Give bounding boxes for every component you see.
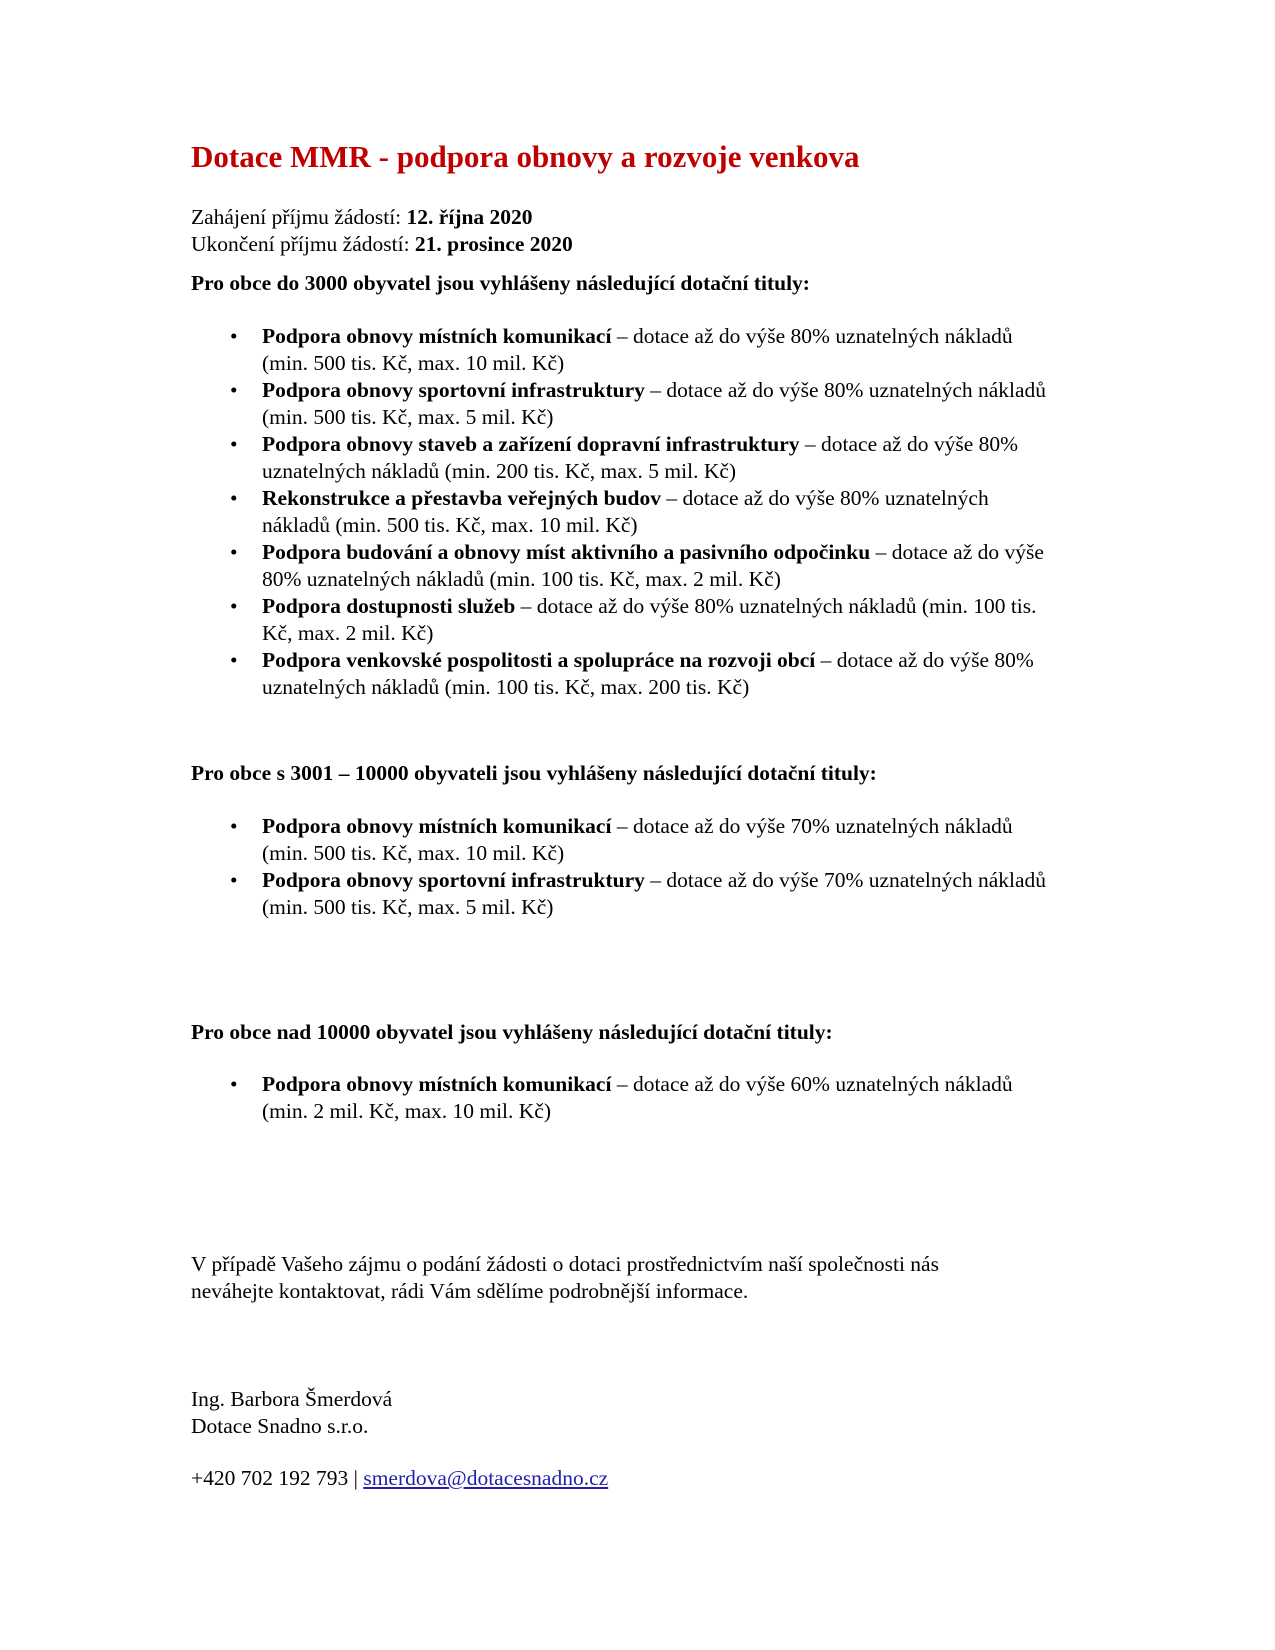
list-item <box>191 323 1062 377</box>
grant-list-large-municipalities <box>191 1071 1091 1125</box>
list-item <box>191 377 1062 431</box>
grant-detail: – dotace až do výše 80% uznatelných nákladů (min. 100 tis. Kč, max. 200 tis. Kč) <box>262 648 1034 699</box>
start-date-label: Zahájení příjmu žádostí: <box>191 205 402 229</box>
list-item <box>191 593 1062 647</box>
start-date-value: 12. října 2020 <box>406 205 533 229</box>
grant-name: Podpora budování a obnovy míst aktivního a pasivního odpočinku <box>262 540 871 564</box>
grant-name: Podpora obnovy staveb a zařízení dopravní infrastruktury <box>262 432 800 456</box>
signature-name: Ing. Barbora Šmerdová <box>191 1387 393 1411</box>
bullet-icon: • <box>230 868 238 892</box>
list-item <box>191 485 1062 539</box>
grant-detail: – dotace až do výše 80% uznatelných nákladů (min. 500 tis. Kč, max. 10 mil. Kč) <box>262 324 1013 375</box>
end-date-line <box>191 231 573 258</box>
end-date-value: 21. prosince 2020 <box>414 232 573 256</box>
closing-paragraph: V případě Vašeho zájmu o podání žádosti o dotaci prostřednictvím naší společnosti nás neváhejte kontaktovat, rádi Vám sdělíme podrobnější informace. <box>191 1252 939 1303</box>
section-heading-small-municipalities: Pro obce do 3000 obyvatel jsou vyhlášeny následující dotační tituly: <box>191 271 810 295</box>
grant-name: Podpora obnovy místních komunikací <box>262 814 612 838</box>
list-item <box>191 539 1062 593</box>
grant-name: Podpora dostupnosti služeb <box>262 594 516 618</box>
bullet-icon: • <box>230 814 238 838</box>
grant-name: Podpora obnovy místních komunikací <box>262 1072 612 1096</box>
signature-company: Dotace Snadno s.r.o. <box>191 1414 369 1438</box>
contact-separator: | <box>348 1466 364 1490</box>
grant-list-small-municipalities <box>191 323 1091 701</box>
list-item <box>191 431 1062 485</box>
bullet-icon: • <box>230 594 238 618</box>
section-heading-medium-municipalities: Pro obce s 3001 – 10000 obyvateli jsou vyhlášeny následující dotační tituly: <box>191 761 877 785</box>
signature-block <box>191 1386 392 1440</box>
application-dates <box>191 204 573 258</box>
phone-number: +420 702 192 793 <box>191 1466 349 1490</box>
bullet-icon: • <box>230 324 238 348</box>
document-title: Dotace MMR - podpora obnovy a rozvoje venkova <box>191 139 860 174</box>
grant-name: Podpora obnovy sportovní infrastruktury <box>262 868 645 892</box>
bullet-icon: • <box>230 432 238 456</box>
bullet-icon: • <box>230 648 238 672</box>
grant-detail: – dotace až do výše 80% uznatelných nákladů (min. 500 tis. Kč, max. 5 mil. Kč) <box>262 378 1047 429</box>
end-date-label: Ukončení příjmu žádostí: <box>191 232 410 256</box>
email-link[interactable]: smerdova@dotacesnadno.cz <box>363 1466 609 1490</box>
grant-detail: – dotace až do výše 70% uznatelných nákladů (min. 500 tis. Kč, max. 10 mil. Kč) <box>262 814 1013 865</box>
grant-name: Podpora venkovské pospolitosti a spolupráce na rozvoji obcí <box>262 648 816 672</box>
list-item <box>191 1071 1062 1125</box>
grant-detail: – dotace až do výše 70% uznatelných nákladů (min. 500 tis. Kč, max. 5 mil. Kč) <box>262 868 1047 919</box>
grant-detail: – dotace až do výše 60% uznatelných nákladů (min. 2 mil. Kč, max. 10 mil. Kč) <box>262 1072 1013 1123</box>
list-item <box>191 867 1062 921</box>
grant-detail: – dotace až do výše 80% uznatelných nákladů (min. 500 tis. Kč, max. 10 mil. Kč) <box>262 486 989 537</box>
grant-name: Podpora obnovy sportovní infrastruktury <box>262 378 645 402</box>
grant-detail: – dotace až do výše 80% uznatelných nákladů (min. 200 tis. Kč, max. 5 mil. Kč) <box>262 432 1019 483</box>
grant-detail: – dotace až do výše 80% uznatelných nákladů (min. 100 tis. Kč, max. 2 mil. Kč) <box>262 594 1037 645</box>
list-item <box>191 647 1062 701</box>
bullet-icon: • <box>230 486 238 510</box>
section-heading-large-municipalities: Pro obce nad 10000 obyvatel jsou vyhlášeny následující dotační tituly: <box>191 1020 833 1044</box>
grant-detail: – dotace až do výše 80% uznatelných nákladů (min. 100 tis. Kč, max. 2 mil. Kč) <box>262 540 1044 591</box>
grant-name: Podpora obnovy místních komunikací <box>262 324 612 348</box>
bullet-icon: • <box>230 540 238 564</box>
bullet-icon: • <box>230 1072 238 1096</box>
grant-list-medium-municipalities <box>191 813 1091 921</box>
start-date-line <box>191 204 573 231</box>
bullet-icon: • <box>230 378 238 402</box>
list-item <box>191 813 1062 867</box>
contact-line <box>191 1465 608 1492</box>
grant-name: Rekonstrukce a přestavba veřejných budov <box>262 486 661 510</box>
